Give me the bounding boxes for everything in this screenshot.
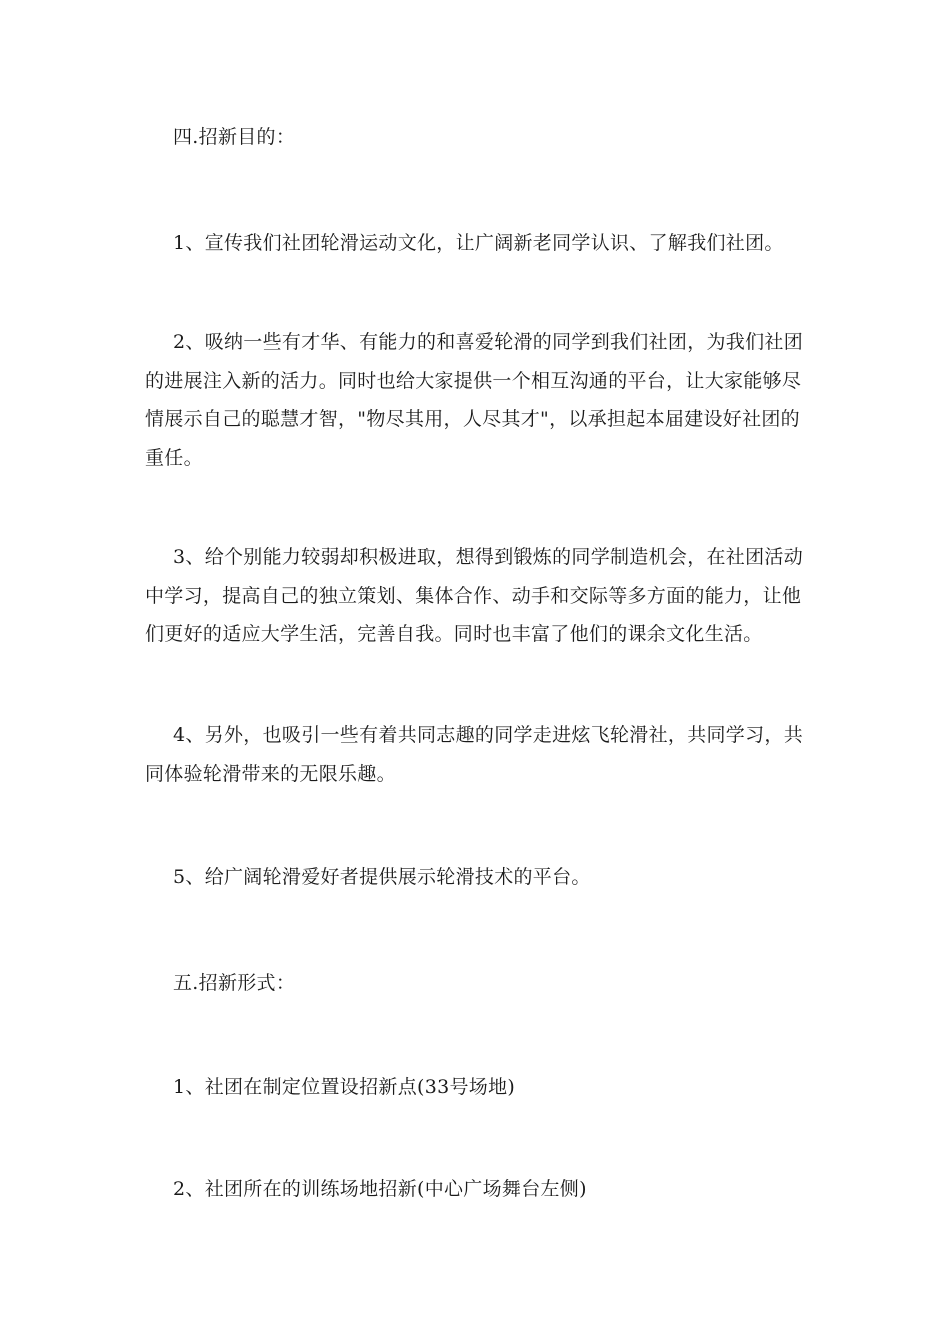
purpose-item-3: 3、给个别能力较弱却积极进取，想得到锻炼的同学制造机会，在社团活动中学习，提高自己的独立策划、集体合作、动手和交际等多方面的能力，让他们更好的适应大学生活，完善自我。同时也丰富了他们的课余文化生活。 bbox=[145, 546, 803, 645]
section-heading-recruitment-format: 五.招新形式： bbox=[173, 972, 296, 994]
purpose-item-4: 4、另外，也吸引一些有着共同志趣的同学走进炫飞轮滑社，共同学习，共同体验轮滑带来的无限乐趣。 bbox=[145, 724, 803, 785]
section-heading-recruitment-purpose: 四.招新目的： bbox=[173, 126, 296, 148]
purpose-item-5: 5、给广阔轮滑爱好者提供展示轮滑技术的平台。 bbox=[173, 866, 591, 888]
format-item-2: 2、社团所在的训练场地招新(中心广场舞台左侧) bbox=[173, 1178, 587, 1200]
format-item-1: 1、社团在制定位置设招新点(33号场地) bbox=[173, 1076, 516, 1098]
purpose-item-1: 1、宣传我们社团轮滑运动文化，让广阔新老同学认识、了解我们社团。 bbox=[173, 232, 784, 254]
purpose-item-2: 2、吸纳一些有才华、有能力的和喜爱轮滑的同学到我们社团，为我们社团的进展注入新的活力。同时也给大家提供一个相互沟通的平台，让大家能够尽情展示自己的聪慧才智，"物尽其用，人尽其才"，以承担起本届建设好社团的重任。 bbox=[145, 331, 803, 469]
